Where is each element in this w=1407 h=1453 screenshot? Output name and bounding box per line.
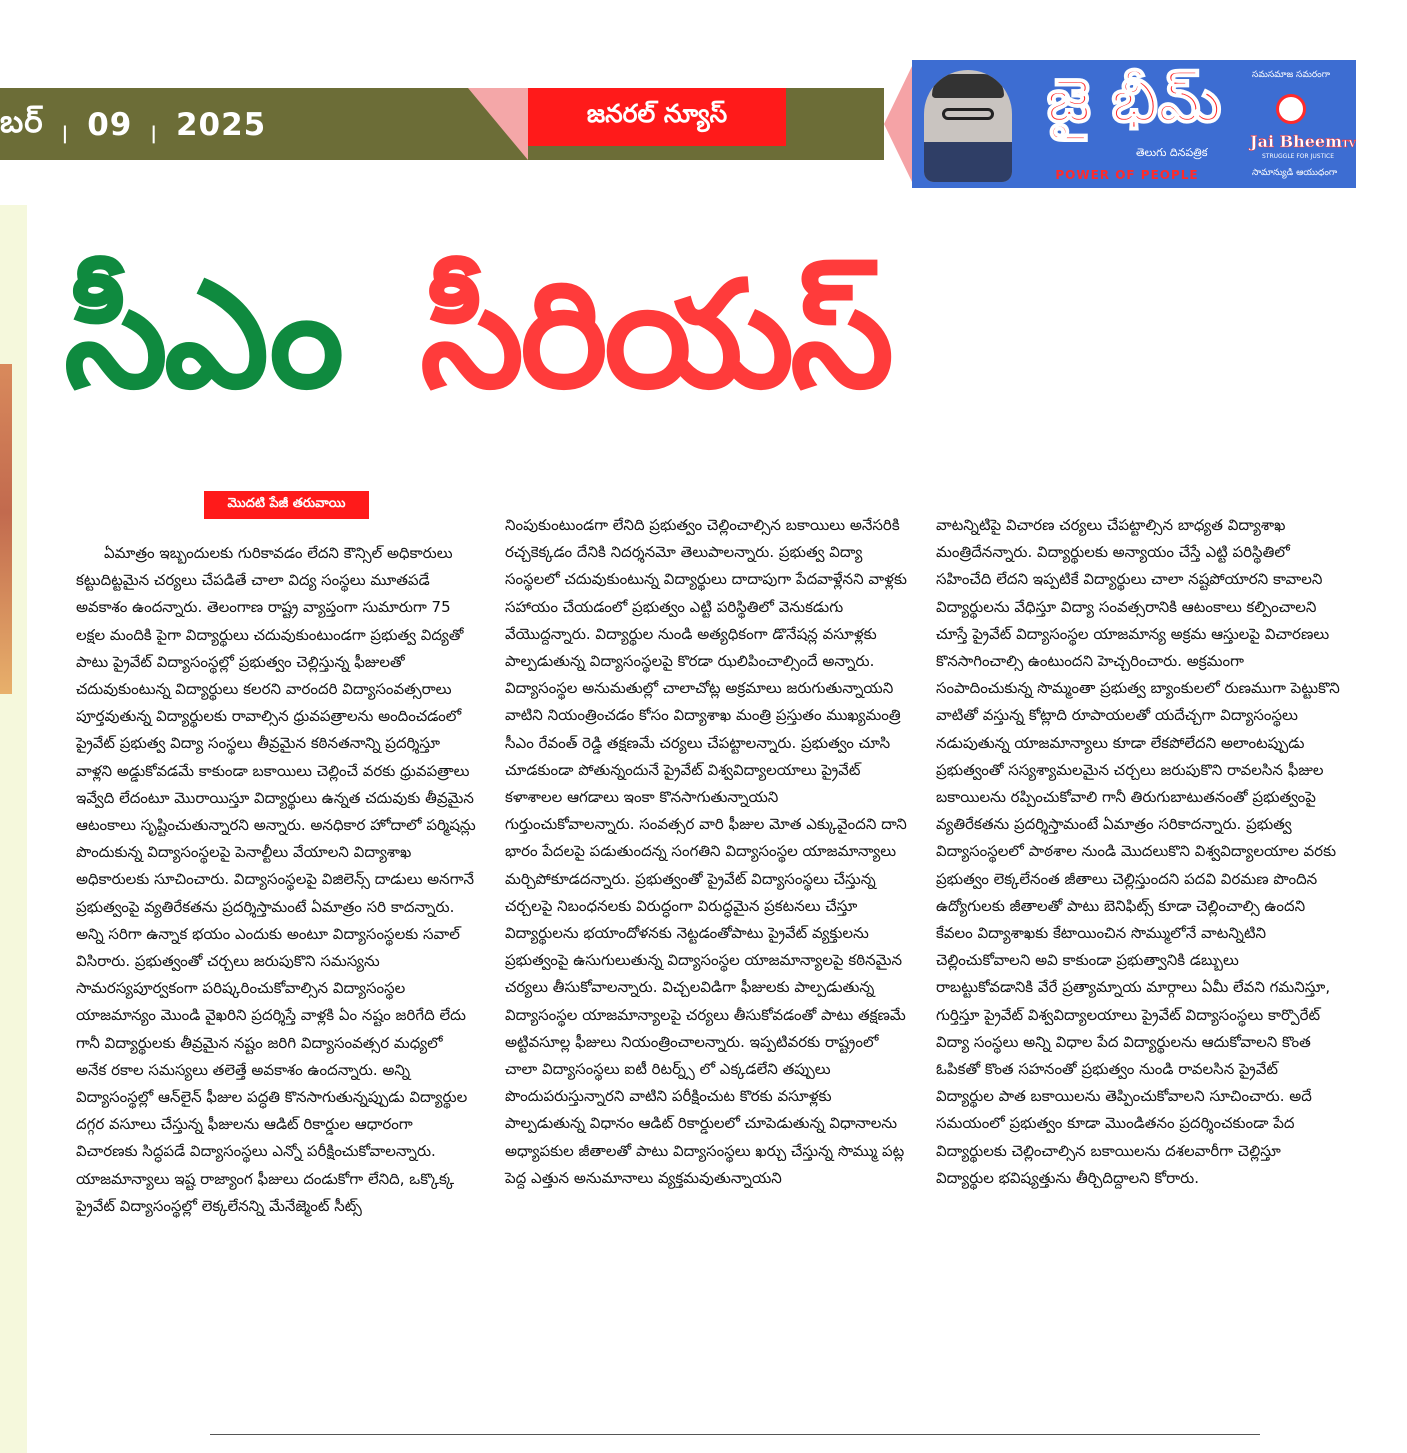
portrait-hair (932, 74, 1004, 98)
newspaper-masthead (912, 60, 1356, 188)
bottom-divider (210, 1434, 1260, 1435)
issue-date (0, 100, 266, 150)
adjacent-page-photo (0, 364, 12, 694)
continued-from-front-page-label: మొదటి పేజీ తరువాయి (204, 491, 369, 519)
decorative-triangle (884, 62, 914, 186)
date-separator: | (150, 122, 158, 144)
masthead-slogan-bottom: సామాన్యుడి ఆయుధంగా (1252, 168, 1338, 178)
brand-tv: TV (1342, 140, 1356, 150)
brand-subtitle: STRUGGLE FOR JUSTICE (1261, 153, 1334, 160)
ambedkar-portrait (924, 70, 1012, 182)
headline (64, 200, 1354, 470)
date-year: 2025 (175, 107, 267, 143)
decorative-triangle (468, 88, 528, 160)
portrait-glasses (942, 108, 994, 120)
masthead-logo: జై భీమ్ (1046, 66, 1222, 136)
article-column-1: ఏమాత్రం ఇబ్బందులకు గురికావడం లేదని కౌన్సిల్ అధికారులు కట్టుదిట్టమైన చర్యలు చేపడితే చాలా విద్య సంస్థలు మూతపడే అవకాశం ఉందన్నారు. తెలంగాణ రాష్ట్ర వ్యాప్తంగా సుమారుగా 75 లక్షల మందికి పైగా విద్యార్థులు చదువుకుంటుండగా ప్రభుత్వ విద్యతో పాటు ప్రైవేట్ విద్యాసంస్థల్లో ప్రభుత్వం చెల్లిస్తున్న ఫీజులతో చదువుకుంటున్న విద్యార్థులు కలరని వారందరి విద్యాసంవత్సరాలు పూర్తవుతున్న విద్యార్థులకు రావాల్సిన ధ్రువపత్రాలను అందించడంలో ప్రైవేట్ ప్రభుత్వ విద్యా సంస్థలు తీవ్రమైన కఠినతనాన్ని ప్రదర్శిస్తూ వాళ్లని అడ్డుకోవడమే కాకుండా బకాయిలు చెల్లించే వరకు ధ్రువపత్రాలు ఇవ్వేది లేదంటూ మొరాయిస్తూ విద్యార్థులు ఉన్నత చదువుకు తీవ్రమైన ఆటంకాలు సృష్టించుతున్నారని అన్నారు. అనధికార హోదాలో పర్మిషన్లు పొందుకున్న విద్యాసంస్థలపై పెనాల్టీలు వేయాలని విద్యాశాఖ అధికారులకు సూచించారు. విద్యాసంస్థలపై విజిలెన్స్ దాడులు అనగానే ప్రభుత్వంపై వ్యతిరేకతను ప్రదర్శిస్తామంటే ఏమాత్రం సరి కాదన్నారు. అన్ని సరిగా ఉన్నాక భయం ఎందుకు అంటూ విద్యాసంస్థలకు సవాల్ విసిరారు. ప్రభుత్వంతో చర్చలు జరుపుకొని సమస్యను సామరస్యపూర్వకంగా పరిష్కరించుకోవాల్సిన విద్యాసంస్థల యాజమాన్యం మొండి వైఖరిని ప్రదర్శిస్తే వాళ్లకి ఏం నష్టం జరిగేది లేదు గానీ విద్యార్థులకు తీవ్రమైన నష్టం జరిగి విద్యాసంవత్సర మధ్యలో అనేక రకాల సమస్యలు తలెత్తే అవకాశం ఉందన్నారు. అన్ని విద్యాసంస్థల్లో ఆన్‌లైన్ ఫీజుల పద్ధతి కొనసాగుతున్నప్పుడు విద్యార్థుల దగ్గర వసూలు చేస్తున్న ఫీజులను ఆడిట్ రికార్డుల ఆధారంగా విచారణకు సిద్ధపడే విద్యాసంస్థలు ఎన్నో పరీక్షించుకోవాలన్నారు. యాజమాన్యాలు ఇష్ట రాజ్యాంగ ఫీజులు దండుకోగా లేనిది, ఒక్కొక్క ప్రైవేట్ విద్యాసంస్థల్లో లెక్కలేనన్ని మేనేజ్మెంట్ సీట్స్ (76, 544, 476, 1215)
brand-name-text: Jai Bheem (1250, 132, 1343, 151)
date-day: 09 (87, 107, 133, 143)
date-separator: | (61, 122, 70, 144)
masthead-subtitle: తెలుగు దినపత్రిక (1136, 146, 1208, 159)
portrait-coat (924, 142, 1012, 182)
masthead-tagline: POWER OF PEOPLE (1055, 168, 1199, 182)
article-column-3: వాటన్నిటిపై విచారణ చర్యలు చేపట్టాల్సిన బాధ్యత విద్యాశాఖ మంత్రిదేనన్నారు. విద్యార్థులకు అన్యాయం చేస్తే ఎట్టి పరిస్థితిలో సహించేది లేదని ఇప్పటికే విద్యార్థులు చాలా నష్టపోయారని కావాలని విద్యార్థులను వేధిస్తూ విద్యా సంవత్సరానికి ఆటంకాలు కల్పించాలని చూస్తే ప్రైవేట్ విద్యాసంస్థల యాజమాన్య అక్రమ ఆస్తులపై విచారణలు కొనసాగించాల్సి ఉంటుందని హెచ్చరించారు. అక్రమంగా సంపాదించుకున్న సొమ్మంతా ప్రభుత్వ బ్యాంకులలో రుణముగా పెట్టుకొని వాటితో వస్తున్న కోట్లాది రూపాయలతో యదేచ్చగా విద్యాసంస్థలు నడుపుతున్న యాజమాన్యాలు కూడా లేకపోలేదని అలాంటప్పుడు ప్రభుత్వంతో సస్యశ్యామలమైన చర్చలు జరుపుకొని రావలసిన ఫీజుల బకాయిలను రప్పించుకోవాలి గానీ తిరుగుబాటుతనంతో ప్రభుత్వంపై వ్యతిరేకతను ప్రదర్శిస్తామంటే ఏమాత్రం సరికాదన్నారు. ప్రభుత్వ విద్యాసంస్థలలో పాఠశాల నుండి మొదలుకొని విశ్వవిద్యాలయాల వరకు ప్రభుత్వం లెక్కలేనంత జీతాలు చెల్లిస్తుందని పదవి విరమణ పొందిన ఉద్యోగులకు జీతాలతో పాటు బెనిఫిట్స్ కూడా చెల్లించాల్సి ఉందని కేవలం విద్యాశాఖకు కేటాయించిన సొమ్ములోనే వాటన్నిటిని చెల్లించుకోవాలని అవి కాకుండా ప్రభుత్వానికి డబ్బులు రాబట్టుకోవడానికి వేరే ప్రత్యామ్నాయ మార్గాలు ఏమీ లేవని గమనిస్తూ, గుర్తిస్తూ ప్రైవేట్ విశ్వవిద్యాలయాలు ప్రైవేట్ విద్యాసంస్థలు కార్పొరేట్ విద్యా సంస్థలు అన్ని విధాల పేద విద్యార్థులను ఆదుకోవాలని కొంత ఓపికతో కొంత సహనంతో ప్రభుత్వం నుండి రావలసిన ప్రైవేట్ విద్యార్థుల పాత బకాయిలను తెప్పించుకోవాలని సూచించారు. అదే సమయంలో ప్రభుత్వం కూడా మొండితనం ప్రదర్శించకుండా పేద విద్యార్థులకు చెల్లించాల్సిన బకాయిలను దశలవారీగా చెల్లిస్తూ విద్యార్థుల భవిష్యత్తును తీర్చిదిద్దాలని కోరారు. (936, 516, 1340, 1187)
date-month: బర్ (0, 103, 44, 140)
section-label: జనరల్ న్యూస్ (528, 88, 786, 146)
masthead-slogan-top: సమసమాజ సమరంగా (1252, 70, 1331, 80)
headline-part-red: సీరియస్ (420, 249, 891, 421)
brand-name (1250, 132, 1356, 151)
headline-part-green: సీఎం (64, 249, 341, 421)
jai-bheem-emblem-icon (1276, 94, 1306, 124)
article-column-2: నింపుకుంటుండగా లేనిది ప్రభుత్వం చెల్లించాల్సిన బకాయిలు అనేసరికి రచ్చకెక్కడం దేనికి నిదర్శనమో తెలుపాలన్నారు. ప్రభుత్వ విద్యా సంస్థలలో చదువుకుంటున్న విద్యార్థులు దాదాపుగా పేదవాళ్లేనని వాళ్లకు సహాయం చేయడంలో ప్రభుత్వం ఎట్టి పరిస్థితిలో వెనుకడుగు వేయొద్దన్నారు. విద్యార్థుల నుండి అత్యధికంగా డొనేషన్ల వసూళ్లకు పాల్పడుతున్న విద్యాసంస్థలపై కొరడా ఝలిపించాల్సిందే అన్నారు. విద్యాసంస్థల అనుమతుల్లో చాలాచోట్ల అక్రమాలు జరుగుతున్నాయని వాటిని నియంత్రించడం కోసం విద్యాశాఖ మంత్రి ప్రస్తుతం ముఖ్యమంత్రి సీఎం రేవంత్ రెడ్డి తక్షణమే చర్యలు చేపట్టాలన్నారు. ప్రభుత్వం చూసి చూడకుండా పోతున్నందునే ప్రైవేట్ విశ్వవిద్యాలయాలు ప్రైవేట్ కళాశాలల ఆగడాలు ఇంకా కొనసాగుతున్నాయని గుర్తుంచుకోవాలన్నారు. సంవత్సర వారి ఫీజుల మోత ఎక్కువైందని దాని భారం పేదలపై పడుతుందన్న సంగతిని విద్యాసంస్థల యాజమాన్యాలు మర్చిపోకూడదన్నారు. ప్రభుత్వంతో ప్రైవేట్ విద్యాసంస్థలు చేస్తున్న చర్చలపై నిబంధనలకు విరుద్ధంగా విరుద్ధమైన ప్రకటనలు చేస్తూ విద్యార్థులను భయాందోళనకు నెట్టడంతోపాటు ప్రైవేట్ వ్యక్తులను ప్రభుత్వంపై ఉసుగులుతున్న విద్యాసంస్థల యాజమాన్యాలపై కఠినమైన చర్యలు తీసుకోవాలన్నారు. విచ్చలవిడిగా ఫీజులకు పాల్పడుతున్న విద్యాసంస్థల యాజమాన్యాలపై చర్యలు తీసుకోవడంతో పాటు తక్షణమే అట్టివసూల్ల ఫీజులు నియంత్రించాలన్నారు. ఇప్పటివరకు రాష్ట్రంలో చాలా విద్యాసంస్థలు ఐటీ రిటర్న్స్ లో ఎక్కడలేని తప్పులు పొందుపరుస్తున్నారని వాటిని పరీక్షించుట కొరకు వసూళ్లకు పాల్పడుతున్న విధానం ఆడిట్ రికార్డులలో చూపెడుతున్న విధానాలను అధ్యాపకుల జీతాలతో పాటు విద్యాసంస్థలు ఖర్చు చేస్తున్న సొమ్ము పట్ల పెద్ద ఎత్తున అనుమానాలు వ్యక్తమవుతున్నాయని (505, 516, 907, 1187)
